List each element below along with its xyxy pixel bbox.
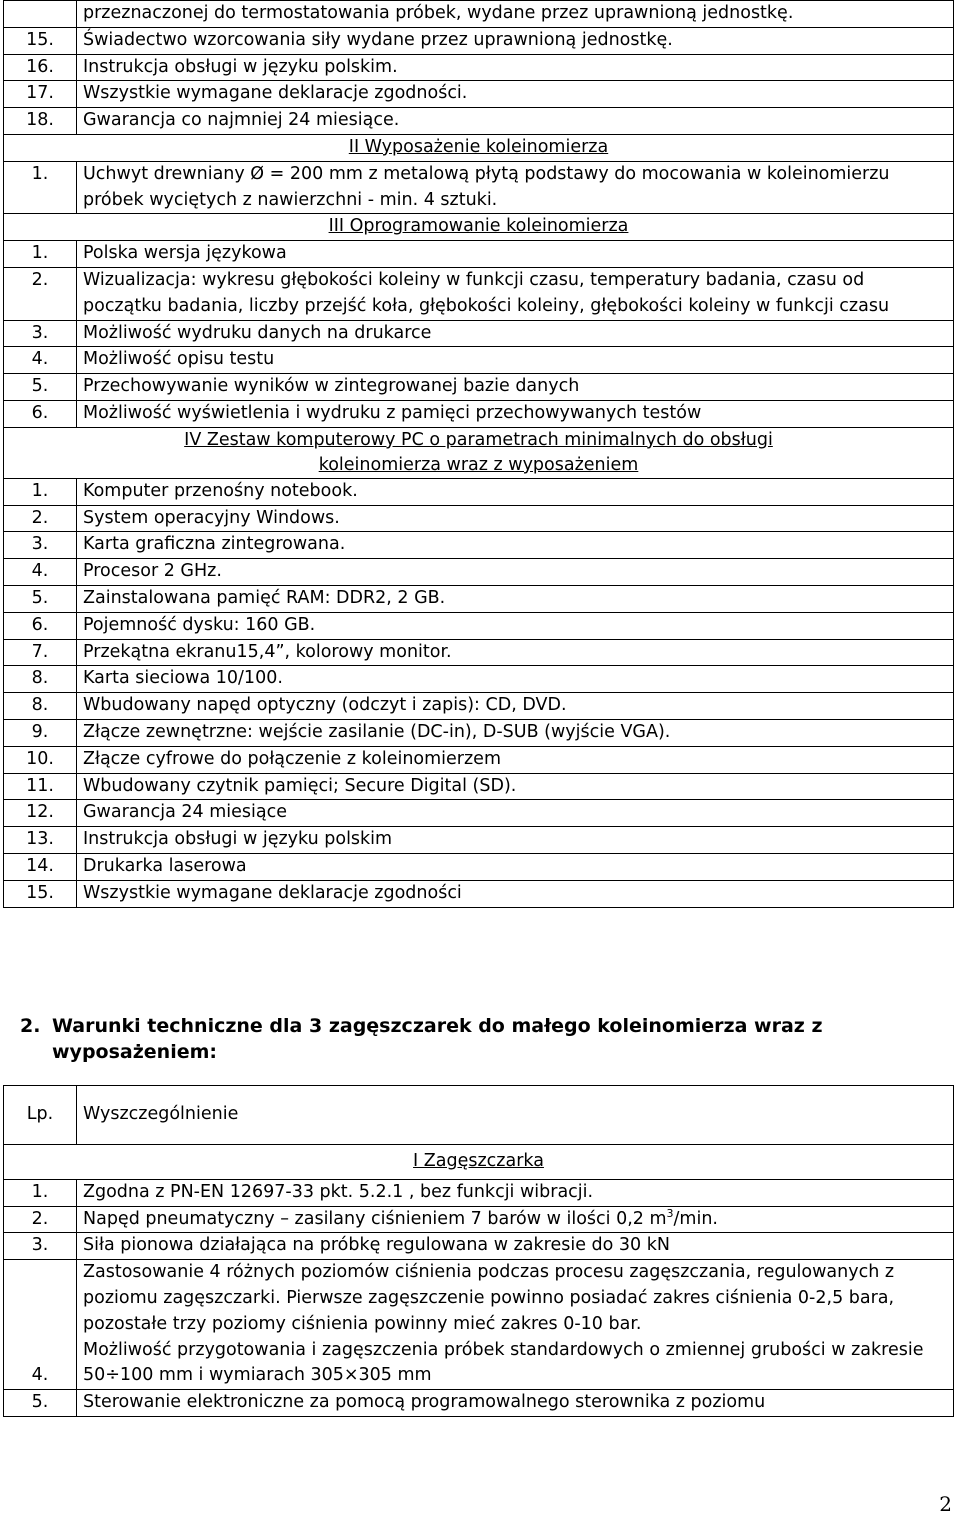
header-description: Wyszczególnienie bbox=[77, 1086, 954, 1145]
table-row bbox=[4, 267, 954, 320]
row-number: 18. bbox=[4, 108, 77, 135]
table-row bbox=[4, 1390, 954, 1417]
table-row bbox=[4, 505, 954, 532]
row-number: 3. bbox=[4, 1233, 77, 1260]
row-number: 11. bbox=[4, 773, 77, 800]
table-row bbox=[4, 746, 954, 773]
row-text: Gwarancja co najmniej 24 miesiące. bbox=[77, 108, 954, 135]
row-text: Złącze cyfrowe do połączenie z koleinomierzem bbox=[77, 746, 954, 773]
row-text: Drukarka laserowa bbox=[77, 853, 954, 880]
table-row bbox=[4, 241, 954, 268]
row-text: Świadectwo wzorcowania siły wydane przez uprawnioną jednostkę. bbox=[77, 27, 954, 54]
row-text: Wizualizacja: wykresu głębokości koleiny w funkcji czasu, temperatury badania, czasu od początku badania, liczby przejść koła, głębokości koleiny, głębokości koleiny w funkcji czasu bbox=[77, 267, 954, 320]
table-row bbox=[4, 719, 954, 746]
row-number: 15. bbox=[4, 880, 77, 907]
row-number: 14. bbox=[4, 853, 77, 880]
row-text: Instrukcja obsługi w języku polskim. bbox=[77, 54, 954, 81]
page-number: 2 bbox=[939, 1492, 952, 1516]
table-row bbox=[4, 880, 954, 907]
table-row bbox=[4, 1, 954, 28]
table-row bbox=[4, 800, 954, 827]
table-row bbox=[4, 585, 954, 612]
row-text: Zainstalowana pamięć RAM: DDR2, 2 GB. bbox=[77, 585, 954, 612]
row-text: Złącze zewnętrzne: wejście zasilanie (DC-in), D-SUB (wyjście VGA). bbox=[77, 719, 954, 746]
row-number: 12. bbox=[4, 800, 77, 827]
table-row bbox=[4, 639, 954, 666]
section-heading: 2. Warunki techniczne dla 3 zagęszczarek do małego koleinomierza wraz z wyposażeniem: bbox=[20, 1015, 823, 1063]
section-row bbox=[4, 214, 954, 241]
row-number: 6. bbox=[4, 400, 77, 427]
row-text: Komputer przenośny notebook. bbox=[77, 478, 954, 505]
row-text: Przechowywanie wyników w zintegrowanej bazie danych bbox=[77, 374, 954, 401]
table-row bbox=[4, 374, 954, 401]
row-number: 3. bbox=[4, 320, 77, 347]
row-number: 2. bbox=[4, 1206, 77, 1233]
table-row bbox=[4, 827, 954, 854]
row-text: przeznaczonej do termostatowania próbek, wydane przez uprawnioną jednostkę. bbox=[77, 1, 954, 28]
row-text: Uchwyt drewniany Ø = 200 mm z metalową płytą podstawy do mocowania w koleinomierzu próbek wyciętych z nawierzchni - min. 4 sztuki. bbox=[77, 161, 954, 214]
row-number: 2. bbox=[4, 505, 77, 532]
table-row bbox=[4, 347, 954, 374]
row-number: 8. bbox=[4, 666, 77, 693]
table-header-row bbox=[4, 1086, 954, 1145]
table-row bbox=[4, 478, 954, 505]
row-text: Zgodna z PN-EN 12697-33 pkt. 5.2.1 , bez funkcji wibracji. bbox=[77, 1179, 954, 1206]
row-text-part: Zastosowanie 4 różnych poziomów ciśnienia podczas procesu zagęszczania, regulowanych z poziomu zagęszczarki. Pierwsze zagęszczenie powinno posiadać zakres ciśnienia 0-2,5 bara, pozostałe trzy poziomy ciśnienia powinny mieć zakres 0-10 bar. bbox=[83, 1262, 895, 1334]
row-number: 4. bbox=[4, 1260, 77, 1390]
row-number: 5. bbox=[4, 585, 77, 612]
row-number: 13. bbox=[4, 827, 77, 854]
row-number: 17. bbox=[4, 81, 77, 108]
row-number: 1. bbox=[4, 161, 77, 214]
table-row bbox=[4, 320, 954, 347]
table-row bbox=[4, 532, 954, 559]
table-row bbox=[4, 693, 954, 720]
row-text: Polska wersja językowa bbox=[77, 241, 954, 268]
row-text: Wbudowany czytnik pamięci; Secure Digital (SD). bbox=[77, 773, 954, 800]
table-row bbox=[4, 853, 954, 880]
table-row bbox=[4, 612, 954, 639]
table-row bbox=[4, 666, 954, 693]
row-text: Siła pionowa działająca na próbkę regulowana w zakresie do 30 kN bbox=[77, 1233, 954, 1260]
section-row bbox=[4, 1145, 954, 1180]
section-row bbox=[4, 134, 954, 161]
row-text: Karta graficzna zintegrowana. bbox=[77, 532, 954, 559]
row-number: 5. bbox=[4, 374, 77, 401]
row-number: 9. bbox=[4, 719, 77, 746]
header-lp: Lp. bbox=[4, 1086, 77, 1145]
row-text: Pojemność dysku: 160 GB. bbox=[77, 612, 954, 639]
compactor-table bbox=[3, 1085, 954, 1417]
row-text: Karta sieciowa 10/100. bbox=[77, 666, 954, 693]
table-row bbox=[4, 1206, 954, 1233]
table-row bbox=[4, 161, 954, 214]
table-row bbox=[4, 1233, 954, 1260]
table-row bbox=[4, 54, 954, 81]
table-row bbox=[4, 400, 954, 427]
section-title-i: I Zagęszczarka bbox=[4, 1145, 954, 1180]
section-title-ii: II Wyposażenie koleinomierza bbox=[4, 134, 954, 161]
row-text: System operacyjny Windows. bbox=[77, 505, 954, 532]
table-row bbox=[4, 81, 954, 108]
row-number: 5. bbox=[4, 1390, 77, 1417]
table-row bbox=[4, 559, 954, 586]
table-row bbox=[4, 773, 954, 800]
row-number: 2. bbox=[4, 267, 77, 320]
row-text: Wbudowany napęd optyczny (odczyt i zapis): CD, DVD. bbox=[77, 693, 954, 720]
section-row bbox=[4, 427, 954, 478]
row-text: Sterowanie elektroniczne za pomocą programowalnego sterownika z poziomu bbox=[77, 1390, 954, 1417]
table-row bbox=[4, 1260, 954, 1390]
row-text: Wszystkie wymagane deklaracje zgodności bbox=[77, 880, 954, 907]
row-text: Instrukcja obsługi w języku polskim bbox=[77, 827, 954, 854]
row-number: 4. bbox=[4, 347, 77, 374]
row-text: Możliwość wyświetlenia i wydruku z pamięci przechowywanych testów bbox=[77, 400, 954, 427]
row-number: 1. bbox=[4, 478, 77, 505]
row-text: Gwarancja 24 miesiące bbox=[77, 800, 954, 827]
row-number: 6. bbox=[4, 612, 77, 639]
table-row bbox=[4, 1179, 954, 1206]
table-row bbox=[4, 27, 954, 54]
row-number: 3. bbox=[4, 532, 77, 559]
row-text: Możliwość opisu testu bbox=[77, 347, 954, 374]
table-row bbox=[4, 108, 954, 135]
row-number: 1. bbox=[4, 1179, 77, 1206]
row-text: Procesor 2 GHz. bbox=[77, 559, 954, 586]
row-number: 8. bbox=[4, 693, 77, 720]
section-title-iii: III Oprogramowanie koleinomierza bbox=[4, 214, 954, 241]
row-number bbox=[4, 1, 77, 28]
row-text bbox=[77, 1260, 954, 1390]
row-number: 16. bbox=[4, 54, 77, 81]
row-text-part: Możliwość przygotowania i zagęszczenia próbek standardowych o zmiennej grubości w zakresie 50÷100 mm i wymiarach 305×305 mm bbox=[83, 1339, 924, 1386]
row-number: 15. bbox=[4, 27, 77, 54]
row-text: Przekątna ekranu15,4”, kolorowy monitor. bbox=[77, 639, 954, 666]
row-text: Wszystkie wymagane deklaracje zgodności. bbox=[77, 81, 954, 108]
row-number: 4. bbox=[4, 559, 77, 586]
row-number: 1. bbox=[4, 241, 77, 268]
row-text: Napęd pneumatyczny – zasilany ciśnieniem 7 barów w ilości 0,2 $m^3/\min$. bbox=[77, 1206, 954, 1233]
section-title-iv: IV Zestaw komputerowy PC o parametrach minimalnych do obsługi koleinomierza wraz z wyposażeniem bbox=[4, 427, 954, 478]
row-text: Możliwość wydruku danych na drukarce bbox=[77, 320, 954, 347]
row-number: 7. bbox=[4, 639, 77, 666]
row-number: 10. bbox=[4, 746, 77, 773]
equipment-table bbox=[3, 0, 954, 908]
